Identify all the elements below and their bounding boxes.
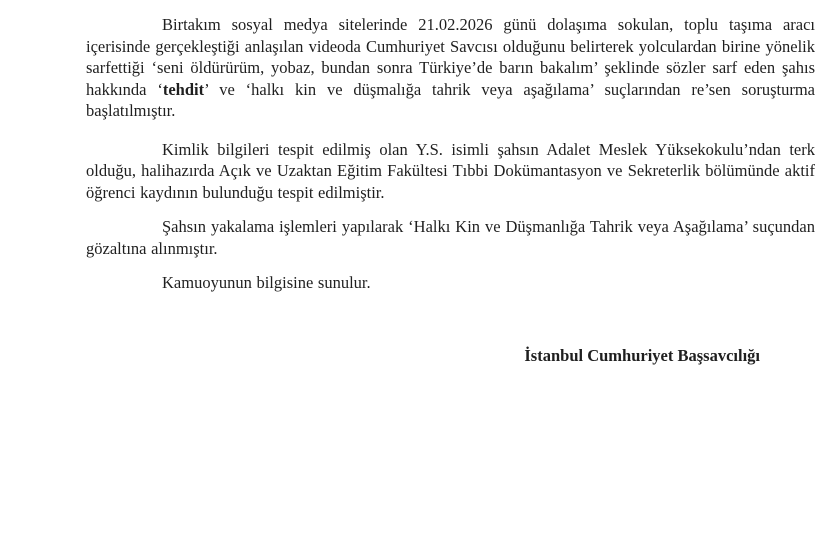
paragraph-investigation [86,14,815,122]
document-body [86,14,815,366]
signature: İstanbul Cumhuriyet Başsavcılığı [524,345,760,365]
paragraph-identity: Kimlik bilgileri tespit edilmiş olan Y.S. isimli şahsın Adalet Meslek Yüksekokulu’ndan terk olduğu, halihazırda Açık ve Uzaktan Eğitim Fakültesi Tıbbi Dokümantasyon ve Sekreterlik bölümünde aktif öğrenci kaydının bulunduğu tespit edilmiştir. [86,139,815,202]
paragraph-investigation-text-end: ’ ve ‘halkı kin ve düşmalığa tahrik veya aşağılama’ suçlarından re’sen soruşturma başlatılmıştır. [86,79,815,120]
paragraph-closing: Kamuoyunun bilgisine sunulur. [162,273,371,292]
paragraph-detention: Şahsın yakalama işlemleri yapılarak ‘Halkı Kin ve Düşmanlığa Tahrik veya Aşağılama’ suçundan gözaltına alınmıştır. [86,217,815,258]
bold-term-tehdit: tehdit [162,79,205,99]
paragraph-investigation-text-start: Birtakım sosyal medya sitelerinde 21.02.2026 günü dolaşıma sokulan, toplu taşıma aracı içerisinde gerçekleştiği anlaşılan videoda Cumhuriyet Savcısı olduğunu belirterek yolculardan birine yönelik sarfettiği ‘seni öldürürüm, yobaz, bundan sonra Türkiye’de barın bakalım’ şeklinde sözler sarf eden şahıs hakkında ‘ [86,15,815,99]
